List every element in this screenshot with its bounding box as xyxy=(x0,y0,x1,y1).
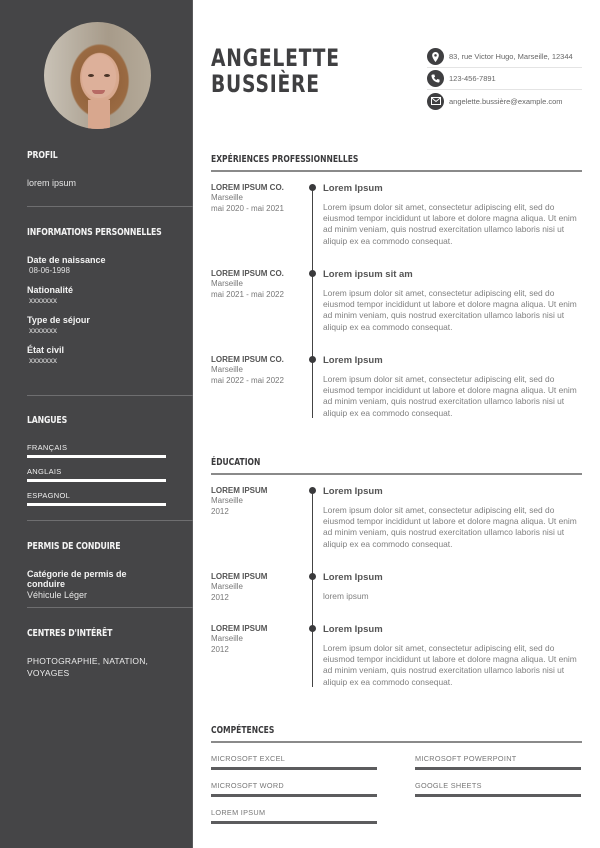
skill-item xyxy=(415,781,581,797)
photo-neck xyxy=(88,100,110,129)
info-label: Type de séjour xyxy=(27,315,90,325)
info-item-residence-type xyxy=(27,315,167,335)
skill-level-bar xyxy=(211,794,377,797)
entry-description: Lorem ipsum dolor sit amet, consectetur adipiscing elit, sed do eiusmod tempor incididunt ut labore et dolore magna aliqua. Ut enim ad minim veniam, quis nostrud exercitation ullamco laboris nisi ut aliquip ex ea commodo consequat. xyxy=(323,202,577,246)
entry-meta-block xyxy=(211,269,306,300)
entry-content xyxy=(323,624,582,688)
skill-item xyxy=(415,754,581,770)
interests-title: CENTRES D'INTÉRÊT xyxy=(27,628,113,639)
skill-level-bar xyxy=(415,794,581,797)
skill-level-bar xyxy=(415,767,581,770)
personal-info-title: INFORMATIONS PERSONNELLES xyxy=(27,227,162,238)
sidebar xyxy=(0,0,193,848)
skill-item xyxy=(211,754,377,770)
candidate-name xyxy=(211,45,340,97)
interests-line: VOYAGES xyxy=(27,667,70,678)
skill-name: MICROSOFT WORD xyxy=(211,781,284,790)
contact-address xyxy=(427,46,582,68)
entry-org: LOREM IPSUM CO. xyxy=(211,183,284,192)
entry-dates: 2012 xyxy=(211,507,229,516)
entry-org: LOREM IPSUM xyxy=(211,572,268,581)
entry-role: Lorem Ipsum xyxy=(323,572,383,583)
timeline-dot xyxy=(309,270,316,277)
skill-item xyxy=(211,808,377,824)
address-text: 83, rue Victor Hugo, Marseille, 12344 xyxy=(449,52,573,61)
personal-info-section xyxy=(27,227,167,375)
skills-title: COMPÉTENCES xyxy=(211,725,275,736)
info-label: État civil xyxy=(27,345,65,355)
skill-item xyxy=(211,781,377,797)
experience-title: EXPÉRIENCES PROFESSIONNELLES xyxy=(211,154,359,165)
skill-name: GOOGLE SHEETS xyxy=(415,781,482,790)
section-rule xyxy=(211,170,582,172)
language-level-bar xyxy=(27,503,166,506)
photo-mouth xyxy=(92,90,105,94)
timeline-dot xyxy=(309,487,316,494)
photo-eye-left xyxy=(88,74,94,77)
entry-description: Lorem ipsum dolor sit amet, consectetur adipiscing elit, sed do eiusmod tempor incididunt ut labore et dolore magna aliqua. Ut enim ad minim veniam, quis nostrud exercitation ullamco laboris nisi ut aliquip ex ea commodo consequat. xyxy=(323,505,577,549)
entry-content xyxy=(323,183,582,247)
info-value: 08-06-1998 xyxy=(29,266,70,275)
entry-description: Lorem ipsum dolor sit amet, consectetur adipiscing elit, sed do eiusmod tempor incididunt ut labore et dolore magna aliqua. Ut enim ad minim veniam, quis nostrud exercitation ullamco laboris nisi ut aliquip ex ea commodo consequat. xyxy=(323,374,577,418)
profile-section xyxy=(27,150,167,188)
license-section xyxy=(27,541,167,600)
entry-content xyxy=(323,572,582,602)
location-pin-icon xyxy=(427,48,444,65)
sidebar-divider xyxy=(27,395,193,396)
sidebar-divider xyxy=(27,206,193,207)
entry-content xyxy=(323,486,582,550)
entry-description: Lorem ipsum dolor sit amet, consectetur adipiscing elit, sed do eiusmod tempor incididunt ut labore et dolore magna aliqua. Ut enim ad minim veniam, quis nostrud exercitation ullamco laboris nisi ut aliquip ex ea commodo consequat. xyxy=(323,288,577,332)
section-rule xyxy=(211,741,582,743)
entry-role: Lorem ipsum sit am xyxy=(323,269,413,280)
entry-city: Marseille xyxy=(211,365,244,374)
skill-name: MICROSOFT POWERPOINT xyxy=(415,754,517,763)
entry-meta-block xyxy=(211,624,306,655)
entry-city: Marseille xyxy=(211,582,244,591)
license-value: Véhicule Léger xyxy=(27,590,88,600)
skill-name: MICROSOFT EXCEL xyxy=(211,754,286,763)
entry-dates: 2012 xyxy=(211,593,229,602)
language-name: ANGLAIS xyxy=(27,467,62,476)
language-level-bar xyxy=(27,479,166,482)
timeline-dot xyxy=(309,573,316,580)
sidebar-divider xyxy=(27,607,193,608)
languages-section xyxy=(27,415,167,515)
languages-title: LANGUES xyxy=(27,415,68,426)
entry-meta-block xyxy=(211,355,306,386)
entry-role: Lorem Ipsum xyxy=(323,183,383,194)
info-item-marital-status xyxy=(27,345,167,365)
education-timeline-line xyxy=(312,491,313,687)
entry-description: lorem ipsum xyxy=(323,591,369,601)
photo-eye-right xyxy=(104,74,110,77)
entry-description: Lorem ipsum dolor sit amet, consectetur adipiscing elit, sed do eiusmod tempor incididunt ut labore et dolore magna aliqua. Ut enim ad minim veniam, quis nostrud exercitation ullamco laboris nisi ut aliquip ex ea commodo consequat. xyxy=(323,643,577,687)
profile-title: PROFIL xyxy=(27,150,58,161)
skill-level-bar xyxy=(211,821,377,824)
entry-role: Lorem Ipsum xyxy=(323,624,383,635)
info-value: xxxxxxx xyxy=(29,356,57,365)
entry-city: Marseille xyxy=(211,193,244,202)
entry-role: Lorem Ipsum xyxy=(323,486,383,497)
timeline-dot xyxy=(309,184,316,191)
info-item-birthdate xyxy=(27,255,167,275)
info-value: xxxxxxx xyxy=(29,296,57,305)
entry-org: LOREM IPSUM xyxy=(211,486,268,495)
entry-city: Marseille xyxy=(211,496,244,505)
timeline-dot xyxy=(309,356,316,363)
entry-org: LOREM IPSUM CO. xyxy=(211,355,284,364)
entry-meta-block xyxy=(211,486,306,517)
first-name: ANGELETTE xyxy=(211,44,340,72)
entry-org: LOREM IPSUM xyxy=(211,624,268,633)
contact-phone xyxy=(427,68,582,90)
timeline-dot xyxy=(309,625,316,632)
entry-meta-block xyxy=(211,183,306,214)
profile-text: lorem ipsum xyxy=(27,178,77,188)
contact-block xyxy=(427,46,582,112)
section-rule xyxy=(211,473,582,475)
interests-line: PHOTOGRAPHIE, NATATION, xyxy=(27,656,149,666)
entry-org: LOREM IPSUM CO. xyxy=(211,269,284,278)
entry-content xyxy=(323,269,582,333)
language-name: ESPAGNOL xyxy=(27,491,71,500)
info-label: Nationalité xyxy=(27,285,74,295)
info-value: xxxxxxx xyxy=(29,326,57,335)
language-level-bar xyxy=(27,455,166,458)
info-item-nationality xyxy=(27,285,167,305)
entry-city: Marseille xyxy=(211,279,244,288)
entry-dates: 2012 xyxy=(211,645,229,654)
entry-dates: mai 2022 - mai 2022 xyxy=(211,376,284,385)
entry-city: Marseille xyxy=(211,634,244,643)
entry-content xyxy=(323,355,582,419)
entry-dates: mai 2021 - mai 2022 xyxy=(211,290,284,299)
last-name: BUSSIÈRE xyxy=(211,70,320,98)
contact-email xyxy=(427,90,582,112)
experience-timeline-line xyxy=(312,188,313,418)
profile-photo xyxy=(44,22,151,129)
email-text: angelette.bussière@example.com xyxy=(449,96,563,106)
info-label: Date de naissance xyxy=(27,255,106,265)
skill-name: LOREM IPSUM xyxy=(211,808,266,817)
language-name: FRANÇAIS xyxy=(27,443,68,452)
sidebar-divider xyxy=(27,520,193,521)
entry-meta-block xyxy=(211,572,306,603)
license-title: PERMIS DE CONDUIRE xyxy=(27,541,121,552)
entry-role: Lorem Ipsum xyxy=(323,355,383,366)
interests-section xyxy=(27,628,167,679)
envelope-icon xyxy=(427,93,444,110)
license-label: Catégorie de permis de conduire xyxy=(27,569,127,589)
education-title: ÉDUCATION xyxy=(211,457,261,468)
entry-dates: mai 2020 - mai 2021 xyxy=(211,204,284,213)
phone-icon xyxy=(427,70,444,87)
phone-text: 123-456-7891 xyxy=(449,74,496,83)
skill-level-bar xyxy=(211,767,377,770)
